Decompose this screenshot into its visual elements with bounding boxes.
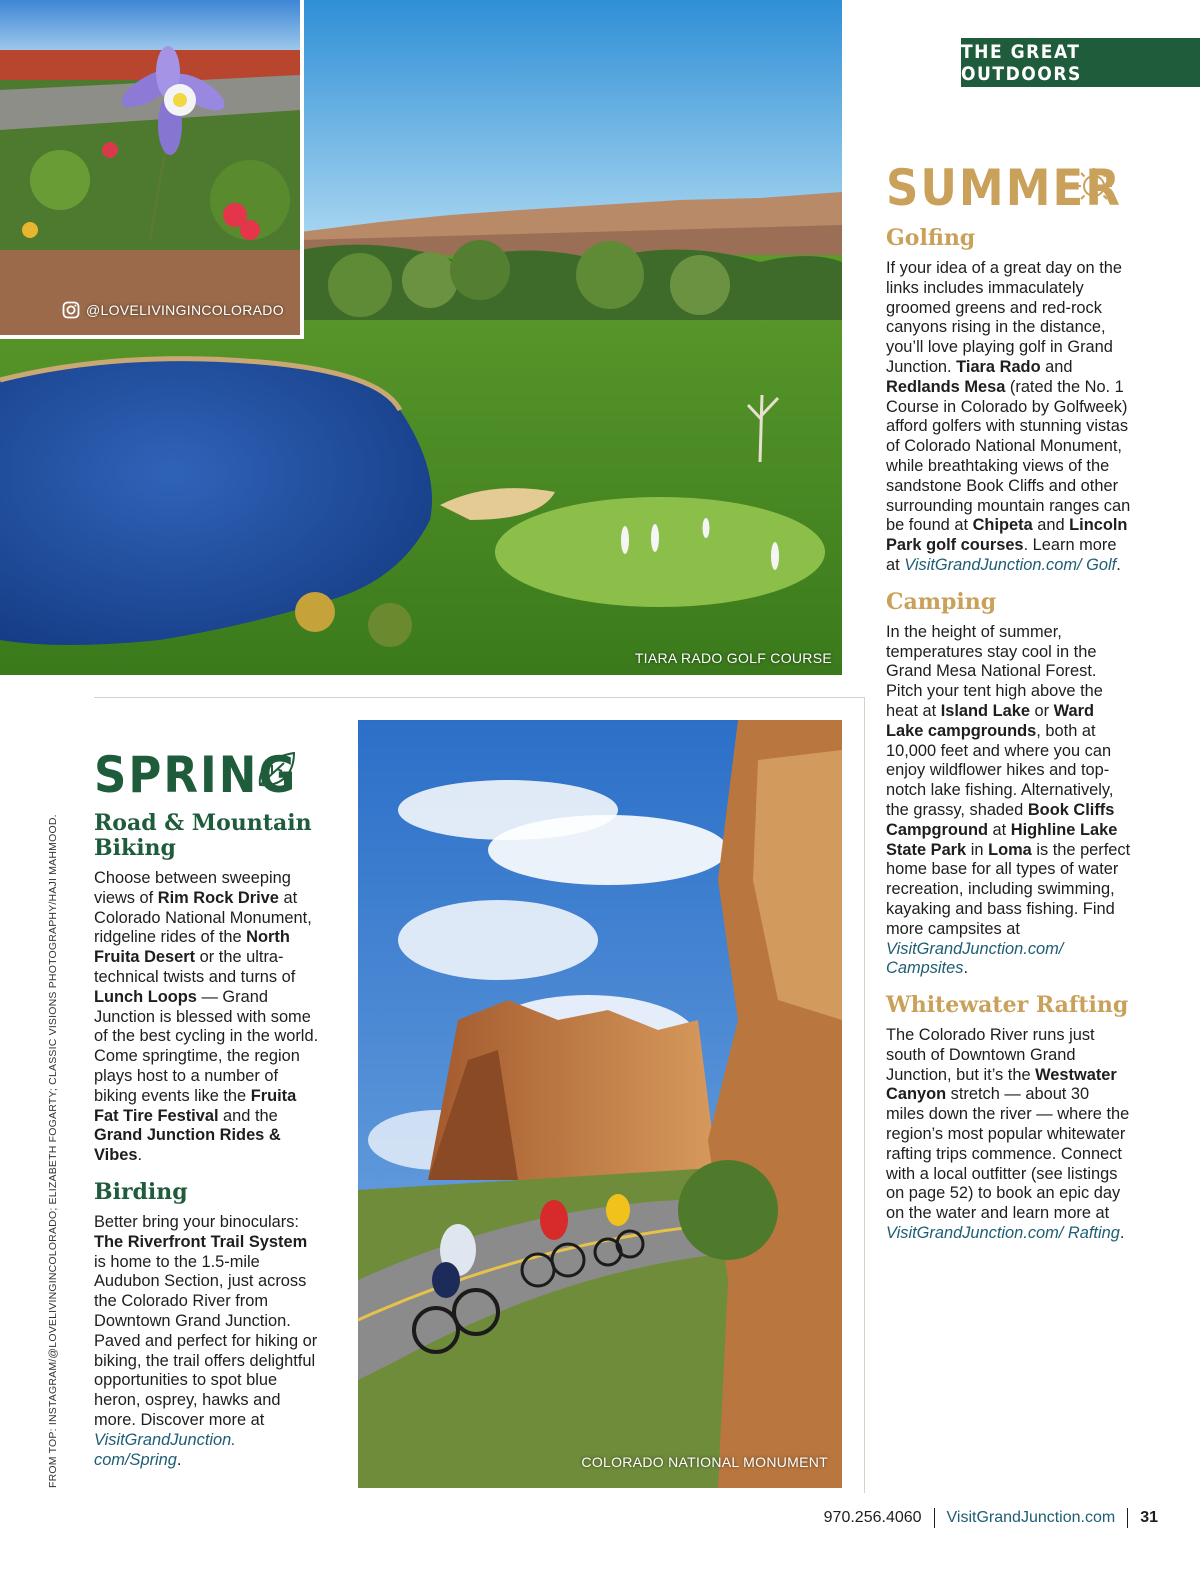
rafting-link[interactable]: VisitGrandJunction.com/ Rafting <box>886 1224 1120 1243</box>
cyclists-photo-caption: COLORADO NATIONAL MONUMENT <box>581 1454 828 1470</box>
sun-icon <box>1074 166 1114 211</box>
summer-title: SUMMER <box>886 159 1122 217</box>
column-divider <box>864 697 865 1493</box>
golf-link[interactable]: VisitGrandJunction.com/ Golf <box>904 555 1117 574</box>
page-number: 31 <box>1140 1509 1158 1526</box>
rafting-body: The Colorado River runs just south of Downtown Grand Junction, but it’s the Westwater Canyon stretch — about 30 miles down the river — where the region’s most popular whitewater rafting trips commence. Connect with a local outfitter (see listings on page 52) to book an epic day on the water and learn more at VisitGrandJunction.com/ Rafting. <box>886 1026 1130 1243</box>
summer-column <box>886 226 1131 1244</box>
footer-separator <box>934 1508 935 1528</box>
footer-url[interactable]: VisitGrandJunction.com <box>946 1509 1116 1526</box>
footer-phone: 970.256.4060 <box>823 1509 922 1526</box>
birding-body: Better bring your binoculars: The Riverfront Trail System is home to the 1.5-mile Audubon Section, just across the Colorado River from Downtown Grand Junction. Paved and perfect for hiking or biking, the trail offers delightful opportunities to spot blue heron, osprey, hawks and more. Discover more at VisitGrandJunction. com/Spring. <box>94 1212 318 1469</box>
spring-column <box>94 811 322 1470</box>
spring-title: SPRING <box>94 746 298 804</box>
photo-credit: FROM TOP: INSTAGRAM/@LOVELIVINGINCOLORADO; ELIZABETH FOGARTY; CLASSIC VISIONS PHOTOGRAPHY/HAJI MAHMOOD. <box>47 814 59 1488</box>
biking-heading: Road & Mountain Biking <box>94 810 312 861</box>
golfing-heading: Golfing <box>886 225 976 251</box>
cyclists-photo <box>358 720 842 1488</box>
flower-inset-photo <box>0 0 304 339</box>
biking-body: Choose between sweeping views of Rim Rock Drive at Colorado National Monument, ridgeline rides of the North Fruita Desert or the ultra-technical twists and turns of Lunch Loops — Grand Junction is blessed with some of the best cycling in the world. Come springtime, the region plays host to a number of biking events like the Fruita Fat Tire Festival and the Grand Junction Rides & Vibes. <box>94 869 319 1165</box>
camping-body: In the height of summer, temperatures stay cool in the Grand Mesa National Forest. Pitch your tent high above the heat at Island Lake or Ward Lake campgrounds, both at 10,000 feet and where you can enjoy wildflower hikes and top-notch lake fishing. Alternatively, the grassy, shaded Book Cliffs Campground at Highline Lake State Park in Loma is the perfect home base for all types of water recreation, including swimming, kayaking and bass fishing. Find more campsites at VisitGrandJunction.com/ Campsites. <box>886 622 1131 978</box>
instagram-handle: @LOVELIVINGINCOLORADO <box>86 302 284 318</box>
camping-heading: Camping <box>886 588 997 615</box>
section-tag: THE GREAT OUTDOORS <box>961 38 1200 87</box>
leaf-icon <box>254 749 300 798</box>
birding-heading: Birding <box>94 1178 188 1205</box>
section-divider <box>94 697 864 698</box>
campsites-link[interactable]: VisitGrandJunction.com/ Campsites <box>886 939 1064 978</box>
golfing-body: If your idea of a great day on the links includes immaculately groomed greens and red-rock canyons rising in the distance, you’ll love playing golf in Grand Junction. Tiara Rado and Redlands Mesa (rated the No. 1 Course in Colorado by Golfweek) afford golfers with stunning vistas of Colorado National Monument, while breathtaking views of the sandstone Book Cliffs and other surrounding mountain ranges can be found at Chipeta and Lincoln Park golf courses. Learn more at VisitGrandJunction.com/ Golf. <box>886 259 1131 574</box>
spring-link[interactable]: VisitGrandJunction. com/Spring <box>94 1430 236 1469</box>
flower-photo-caption <box>62 301 284 319</box>
footer-separator <box>1127 1508 1128 1528</box>
instagram-icon <box>62 301 80 319</box>
rafting-heading: Whitewater Rafting <box>886 992 1129 1019</box>
golf-photo-caption: TIARA RADO GOLF COURSE <box>634 650 832 666</box>
page-footer <box>824 1508 1158 1528</box>
